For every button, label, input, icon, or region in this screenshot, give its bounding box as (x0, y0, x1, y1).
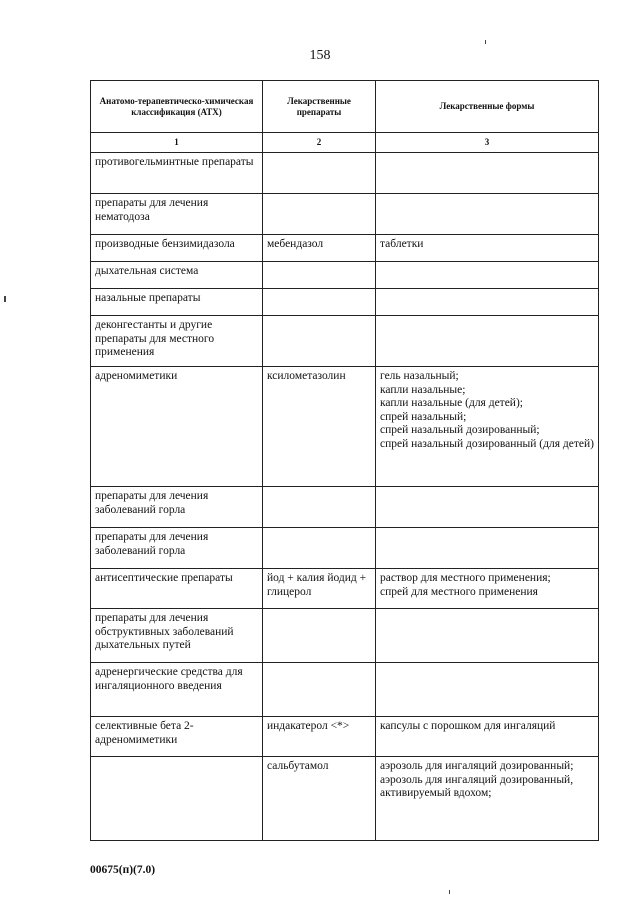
table-row (91, 487, 599, 528)
forms-cell (376, 262, 599, 289)
forms-cell (376, 609, 599, 663)
forms-cell (376, 289, 599, 316)
atc-cell: адренергические средства для ингаляционного введения (91, 663, 263, 717)
drug-cell (263, 153, 376, 194)
atc-cell: препараты для лечения обструктивных заболеваний дыхательных путей (91, 609, 263, 663)
table-row (91, 569, 599, 609)
drug-cell: йод + калия йодид + глицерол (263, 569, 376, 609)
drug-cell (263, 528, 376, 569)
drug-cell (263, 194, 376, 235)
table-row (91, 153, 599, 194)
atc-cell: дыхательная система (91, 262, 263, 289)
forms-cell (376, 316, 599, 367)
drug-cell: сальбутамол (263, 757, 376, 841)
dosage-form: спрей назальный; (380, 410, 467, 423)
scan-mark (485, 40, 486, 44)
atc-cell: противогельминтные препараты (91, 153, 263, 194)
forms-cell (376, 487, 599, 528)
atc-cell (91, 757, 263, 841)
table-row (91, 609, 599, 663)
table-row (91, 663, 599, 717)
atc-cell: производные бензимидазола (91, 235, 263, 262)
dosage-form: аэрозоль для ингаляций дозированный, (380, 773, 574, 786)
table-row (91, 316, 599, 367)
drug-cell (263, 663, 376, 717)
atc-cell: назальные препараты (91, 289, 263, 316)
table-row (91, 194, 599, 235)
page-number: 158 (309, 48, 331, 63)
table-row (91, 367, 599, 487)
table-row (91, 757, 599, 841)
drug-cell (263, 262, 376, 289)
header-forms: Лекарственные формы (376, 81, 599, 133)
dosage-form: капсулы с порошком для ингаляций (380, 720, 556, 732)
document-code: 00675(п)(7.0) (90, 864, 156, 876)
dosage-form: гель назальный; (380, 370, 459, 382)
table-body (91, 153, 599, 841)
atc-cell: препараты для лечения заболеваний горла (91, 487, 263, 528)
column-number-row (91, 133, 599, 153)
drug-cell (263, 487, 376, 528)
drug-cell (263, 609, 376, 663)
drug-cell (263, 316, 376, 367)
drug-cell: индакатерол <*> (263, 717, 376, 757)
drug-table (90, 80, 599, 841)
table-row (91, 235, 599, 262)
dosage-form: раствор для местного применения; (380, 572, 551, 584)
dosage-form: капли назальные (для детей); (380, 397, 523, 409)
column-number: 3 (376, 133, 599, 153)
drug-cell: ксилометазолин (263, 367, 376, 487)
dosage-form: спрей назальный дозированный (для детей) (380, 437, 594, 450)
atc-cell: препараты для лечения нематодоза (91, 194, 263, 235)
drug-cell (263, 289, 376, 316)
column-number: 2 (263, 133, 376, 153)
scan-mark (449, 890, 450, 894)
column-number: 1 (91, 133, 263, 153)
table-row (91, 262, 599, 289)
scan-mark (4, 296, 6, 302)
atc-cell: препараты для лечения заболеваний горла (91, 528, 263, 569)
dosage-form: активируемый вдохом; (380, 787, 492, 799)
atc-cell: адреномиметики (91, 367, 263, 487)
forms-cell (376, 153, 599, 194)
forms-cell (376, 367, 599, 487)
atc-cell: антисептические препараты (91, 569, 263, 609)
table-row (91, 528, 599, 569)
forms-cell (376, 757, 599, 841)
header-atc: Анатомо-терапевтическо-химическая классификация (АТХ) (91, 81, 263, 133)
dosage-form: таблетки (380, 238, 424, 250)
atc-cell: селективные бета 2-адреномиметики (91, 717, 263, 757)
forms-cell (376, 235, 599, 262)
table-row (91, 289, 599, 316)
dosage-form: спрей назальный дозированный; (380, 424, 540, 436)
header-drugs: Лекарственные препараты (263, 81, 376, 133)
forms-cell (376, 717, 599, 757)
dosage-form: капли назальные; (380, 383, 466, 396)
dosage-form: спрей для местного применения (380, 585, 538, 598)
dosage-form: аэрозоль для ингаляций дозированный; (380, 760, 574, 772)
forms-cell (376, 663, 599, 717)
atc-cell: деконгестанты и другие препараты для местного применения (91, 316, 263, 367)
forms-cell (376, 194, 599, 235)
forms-cell (376, 528, 599, 569)
table-header-row (91, 81, 599, 133)
drug-cell: мебендазол (263, 235, 376, 262)
table-row (91, 717, 599, 757)
forms-cell (376, 569, 599, 609)
